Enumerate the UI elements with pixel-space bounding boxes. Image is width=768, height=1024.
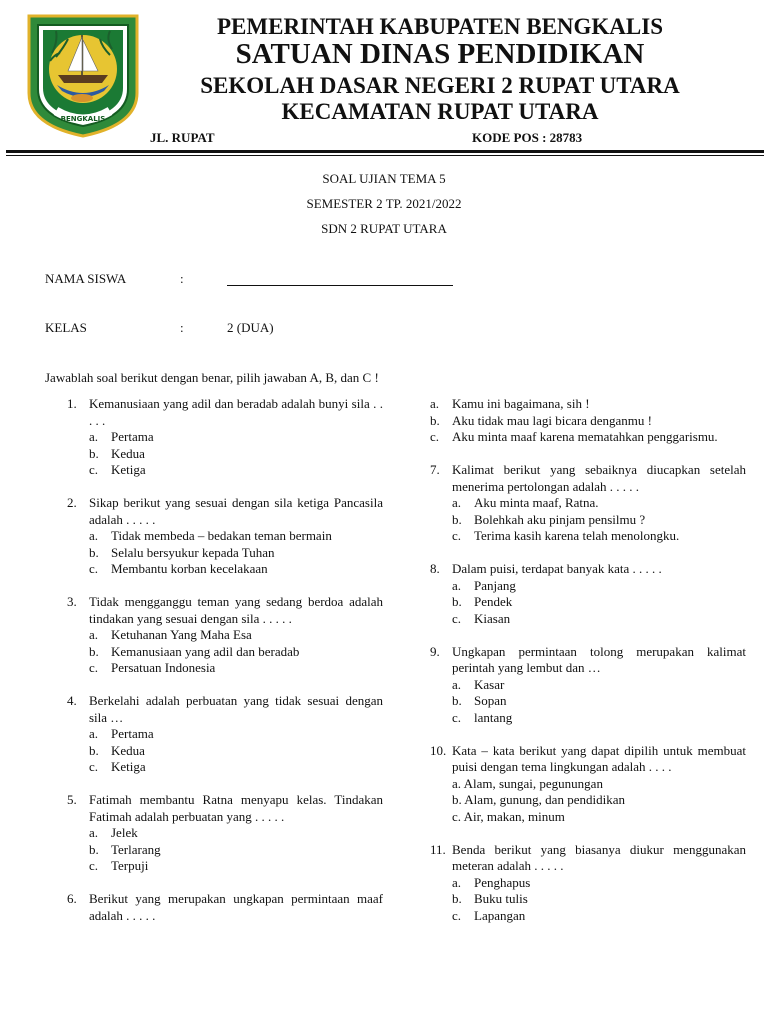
- answer-option[interactable]: [89, 759, 383, 776]
- option-text: Sopan: [474, 693, 507, 708]
- question-item: [430, 561, 746, 627]
- question-item: [430, 644, 746, 727]
- option-letter: b.: [452, 891, 462, 906]
- answer-option[interactable]: [89, 446, 383, 463]
- class-value: 2 (DUA): [227, 320, 274, 335]
- option-text: Kamu ini bagaimana, sih !: [452, 396, 590, 411]
- answer-option[interactable]: [452, 594, 746, 611]
- answer-option[interactable]: [430, 429, 746, 446]
- question-number: 9.: [430, 643, 440, 659]
- option-text: Lapangan: [474, 907, 526, 923]
- question-text: Berikut yang merupakan ungkapan permintaan maaf adalah . . . . .: [89, 891, 383, 923]
- option-letter: c.: [89, 660, 99, 675]
- answer-option[interactable]: [89, 858, 383, 875]
- question-text: Sikap berikut yang sesuai dengan sila ketiga Pancasila adalah . . . . .: [89, 495, 383, 527]
- answer-option[interactable]: [452, 710, 746, 727]
- option-text: Pendek: [474, 594, 513, 609]
- option-text: Membantu korban kecelakaan: [111, 561, 268, 576]
- option-letter: c.: [89, 759, 99, 774]
- option-letter: c.: [452, 528, 462, 543]
- answer-option[interactable]: [89, 561, 383, 578]
- option-text: Terpuji: [111, 858, 149, 873]
- answer-option[interactable]: [452, 512, 746, 529]
- question-item: [430, 462, 746, 545]
- answer-options: [89, 429, 383, 479]
- answer-option[interactable]: [452, 611, 746, 628]
- option-letter: a.: [452, 775, 462, 791]
- answer-option[interactable]: [452, 891, 746, 908]
- answer-option[interactable]: [452, 528, 746, 545]
- question-item: [430, 842, 746, 925]
- header-postcode: KODE POS : 28783: [472, 130, 583, 145]
- answer-option[interactable]: [430, 396, 746, 413]
- option-text: Tidak membeda – bedakan teman bermain: [111, 528, 332, 543]
- option-letter: a.: [89, 825, 99, 840]
- question-item: [67, 594, 383, 677]
- answer-option[interactable]: [452, 776, 746, 793]
- question-number: 7.: [430, 462, 440, 477]
- exam-title: SOAL UJIAN TEMA 5: [322, 171, 446, 186]
- answer-option[interactable]: [452, 495, 746, 512]
- question-item: [430, 743, 746, 826]
- option-letter: c.: [430, 429, 440, 444]
- option-text: Kiasan: [474, 610, 511, 626]
- option-text: Ketiga: [111, 462, 146, 477]
- option-text: Penghapus: [474, 874, 531, 890]
- option-text: Persatuan Indonesia: [111, 660, 216, 675]
- question-text: Kalimat berikut yang sebaiknya diucapkan setelah menerima pertolongan adalah . . . . .: [452, 462, 746, 494]
- question-text: Kemanusiaan yang adil dan beradab adalah bunyi sila . . . . .: [89, 396, 383, 428]
- question-item: [67, 891, 383, 924]
- option-letter: c.: [89, 561, 99, 576]
- option-letter: b.: [452, 693, 462, 708]
- option-letter: b.: [430, 412, 440, 428]
- option-text: Kemanusiaan yang adil dan beradab: [111, 643, 300, 659]
- answer-option[interactable]: [89, 842, 383, 859]
- header-agency: SATUAN DINAS PENDIDIKAN: [235, 38, 645, 70]
- answer-option[interactable]: [89, 743, 383, 760]
- header-address: JL. RUPAT: [150, 130, 215, 145]
- option-letter: a.: [452, 874, 462, 890]
- option-text: Jelek: [111, 825, 138, 840]
- option-text: Panjang: [474, 577, 516, 593]
- answer-option[interactable]: [89, 825, 383, 842]
- option-letter: a.: [452, 577, 462, 593]
- option-letter: c.: [452, 808, 462, 824]
- option-letter: a.: [452, 495, 462, 510]
- answer-option[interactable]: [452, 908, 746, 925]
- option-text: Pertama: [111, 429, 154, 444]
- option-letter: a.: [89, 627, 99, 642]
- answer-options: [89, 627, 383, 677]
- answer-option[interactable]: [452, 792, 746, 809]
- student-name-label: NAMA SISWA: [45, 271, 127, 286]
- option-letter: a.: [89, 726, 99, 741]
- question-number: 3.: [67, 594, 77, 609]
- answer-options: [452, 677, 746, 727]
- option-text: Aku minta maaf, Ratna.: [474, 495, 599, 510]
- bengkalis-logo-emblem: [26, 13, 140, 139]
- option-text: Selalu bersyukur kepada Tuhan: [111, 544, 275, 560]
- question-number: 4.: [67, 693, 77, 708]
- question-item: [67, 495, 383, 578]
- question-number: 5.: [67, 792, 77, 807]
- answer-options: [89, 528, 383, 578]
- header-divider-thick: [6, 150, 764, 153]
- option-letter: c.: [452, 610, 462, 626]
- option-text: Alam, sungai, pegunungan: [463, 775, 603, 791]
- answer-option[interactable]: [89, 644, 383, 661]
- answer-option[interactable]: [452, 693, 746, 710]
- option-letter: b.: [89, 841, 99, 857]
- option-text: Ketiga: [111, 759, 146, 774]
- answer-option[interactable]: [452, 875, 746, 892]
- question-item: [67, 792, 383, 875]
- option-text: Air, makan, minum: [463, 808, 565, 824]
- question-text: Ungkapan permintaan tolong merupakan kalimat perintah yang lembut dan …: [452, 643, 746, 675]
- answer-options: [452, 578, 746, 628]
- header-divider-thin: [6, 155, 764, 156]
- answer-option[interactable]: [89, 429, 383, 446]
- option-letter: b.: [452, 511, 462, 527]
- question-text: Fatimah membantu Ratna menyapu kelas. Tindakan Fatimah adalah perbuatan yang . . . . .: [89, 792, 383, 824]
- option-letter: b.: [89, 742, 99, 758]
- answer-option[interactable]: [89, 462, 383, 479]
- option-text: Kedua: [111, 445, 145, 461]
- question-text: Kata – kata berikut yang dapat dipilih untuk membuat puisi dengan tema lingkungan adalah . . . .: [452, 742, 746, 774]
- instructions: Jawablah soal berikut dengan benar, pilih jawaban A, B, dan C !: [45, 370, 379, 385]
- answer-option[interactable]: [452, 809, 746, 826]
- option-letter: b.: [452, 594, 462, 609]
- option-letter: c.: [452, 709, 462, 725]
- question-item: [67, 396, 383, 479]
- question-number: 6.: [67, 891, 77, 906]
- question-6-options: [430, 396, 746, 446]
- option-text: Buku tulis: [474, 891, 528, 906]
- logo-text: BENGKALIS: [60, 115, 106, 123]
- question-number: 11.: [430, 841, 446, 857]
- question-text: Dalam puisi, terdapat banyak kata . . . . .: [452, 561, 662, 576]
- answer-option[interactable]: [89, 528, 383, 545]
- option-letter: a.: [89, 528, 99, 543]
- exam-school: SDN 2 RUPAT UTARA: [321, 221, 447, 236]
- option-text: Terima kasih karena telah menolongku.: [474, 528, 680, 543]
- option-text: Ketuhanan Yang Maha Esa: [111, 627, 252, 642]
- header-district: KECAMATAN RUPAT UTARA: [281, 99, 599, 124]
- header-government: PEMERINTAH KABUPATEN BENGKALIS: [217, 14, 663, 39]
- answer-options: [452, 875, 746, 925]
- option-letter: b.: [89, 643, 99, 659]
- option-text: Alam, gunung, dan pendidikan: [464, 792, 625, 807]
- question-text: Berkelahi adalah perbuatan yang tidak sesuai dengan sila …: [89, 693, 383, 725]
- class-label: KELAS: [45, 320, 87, 335]
- answer-option[interactable]: [430, 413, 746, 430]
- option-letter: c.: [89, 858, 99, 873]
- questions-left-column: [67, 396, 383, 941]
- option-letter: a.: [452, 676, 462, 692]
- option-text: Kasar: [474, 676, 505, 692]
- question-text: Benda berikut yang biasanya diukur menggunakan meteran adalah . . . . .: [452, 841, 746, 873]
- option-letter: b.: [89, 544, 99, 560]
- option-text: Aku minta maaf karena mematahkan penggarismu.: [452, 429, 718, 444]
- option-text: lantang: [474, 709, 513, 725]
- option-text: Bolehkah aku pinjam pensilmu ?: [474, 511, 646, 527]
- option-letter: b.: [452, 792, 462, 807]
- question-text: Tidak mengganggu teman yang sedang berdoa adalah tindakan yang sesuai dengan sila . . . . .: [89, 594, 383, 626]
- answer-option[interactable]: [89, 726, 383, 743]
- question-number: 10.: [430, 742, 447, 758]
- student-name-colon: :: [180, 271, 184, 286]
- class-colon: :: [180, 320, 184, 335]
- option-text: Terlarang: [111, 841, 161, 857]
- answer-option[interactable]: [89, 660, 383, 677]
- option-letter: a.: [89, 429, 99, 444]
- answer-option[interactable]: [452, 677, 746, 694]
- answer-option[interactable]: [89, 545, 383, 562]
- question-number: 2.: [67, 495, 77, 510]
- answer-options: [89, 825, 383, 875]
- option-letter: a.: [430, 396, 440, 411]
- option-text: Aku tidak mau lagi bicara denganmu !: [452, 412, 652, 428]
- answer-option[interactable]: [452, 578, 746, 595]
- answer-options: [89, 726, 383, 776]
- option-text: Kedua: [111, 742, 145, 758]
- option-text: Pertama: [111, 726, 154, 741]
- answer-option[interactable]: [89, 627, 383, 644]
- answer-options: [452, 776, 746, 826]
- question-item: [67, 693, 383, 776]
- option-letter: c.: [89, 462, 99, 477]
- header-school: SEKOLAH DASAR NEGERI 2 RUPAT UTARA: [200, 73, 680, 98]
- student-name-blank[interactable]: [227, 285, 453, 286]
- exam-semester: SEMESTER 2 TP. 2021/2022: [306, 196, 462, 211]
- questions-right-column: [430, 396, 746, 941]
- question-number: 1.: [67, 396, 77, 411]
- question-number: 8.: [430, 561, 440, 576]
- option-letter: c.: [452, 907, 462, 923]
- option-letter: b.: [89, 445, 99, 461]
- answer-options: [452, 495, 746, 545]
